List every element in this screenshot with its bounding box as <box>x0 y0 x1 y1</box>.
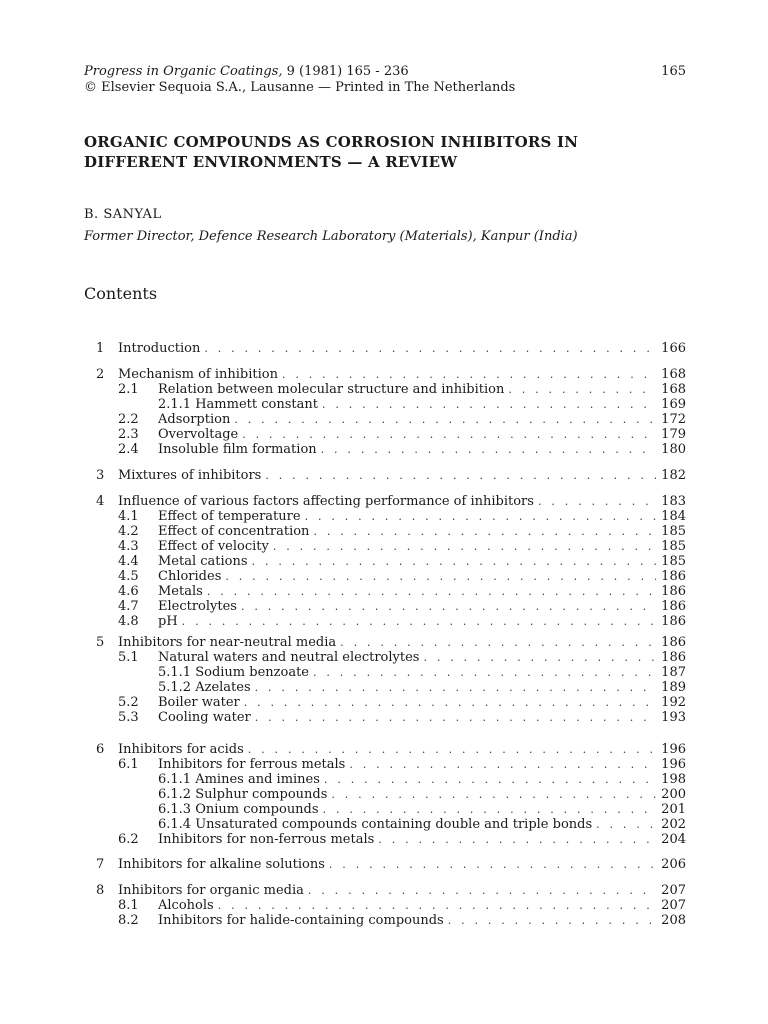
dot-leader <box>305 509 656 524</box>
toc-entry-number: 7 <box>96 857 105 872</box>
toc-entry-number: 2 <box>96 367 105 382</box>
dot-leader <box>322 397 656 412</box>
toc-entry-title: 6.1.3 Onium compounds <box>158 802 319 817</box>
dot-leader <box>244 695 656 710</box>
toc-entry-number: 6 <box>96 742 105 757</box>
toc-entry <box>118 832 686 847</box>
toc-entry-title: 6.1.4 Unsaturated compounds containing double and triple bonds <box>158 817 593 832</box>
toc-entry-number: 8.1 <box>118 898 139 913</box>
toc-entry-title: Inhibitors for non-ferrous metals <box>158 832 375 847</box>
toc-entry-page: 207 <box>661 883 686 898</box>
toc-entry-number: 4.7 <box>118 599 139 614</box>
toc-entry-number: 4.6 <box>118 584 139 599</box>
toc-entry-title: Relation between molecular structure and inhibition <box>158 382 505 397</box>
toc-entry-page: 169 <box>661 397 686 412</box>
toc-entry-number: 5.2 <box>118 695 139 710</box>
toc-entry <box>118 412 686 427</box>
dot-leader <box>313 665 656 680</box>
toc-entry-page: 186 <box>661 599 686 614</box>
toc-entry <box>118 554 686 569</box>
article-title <box>84 132 578 172</box>
toc-entry-title: Metal cations <box>158 554 248 569</box>
toc-entry <box>158 817 686 832</box>
dot-leader <box>340 635 656 650</box>
toc-entry-title: Mixtures of inhibitors <box>118 468 262 483</box>
toc-entry <box>118 382 686 397</box>
toc-entry-title: Inhibitors for acids <box>118 742 244 757</box>
toc-entry-number: 8 <box>96 883 105 898</box>
journal-header <box>84 64 686 96</box>
toc-entry-page: 172 <box>661 412 686 427</box>
toc-entry <box>118 757 686 772</box>
toc-entry-title: Mechanism of inhibition <box>118 367 278 382</box>
dot-leader <box>538 494 656 509</box>
toc-entry-title: Electrolytes <box>158 599 237 614</box>
toc-entry-number: 2.1 <box>118 382 139 397</box>
toc-entry-number: 6.2 <box>118 832 139 847</box>
toc-entry-page: 187 <box>661 665 686 680</box>
contents-heading: Contents <box>84 284 158 303</box>
toc-entry-page: 186 <box>661 584 686 599</box>
dot-leader <box>242 427 656 442</box>
author-affiliation: Former Director, Defence Research Laboratory (Materials), Kanpur (India) <box>84 229 578 244</box>
toc-entry-title: 6.1.2 Sulphur compounds <box>158 787 328 802</box>
dot-leader <box>378 832 656 847</box>
toc-entry <box>118 898 686 913</box>
dot-leader <box>508 382 656 397</box>
toc-entry-title: Boiler water <box>158 695 240 710</box>
dot-leader <box>234 412 656 427</box>
toc-entry-number: 4.4 <box>118 554 139 569</box>
toc-entry <box>118 710 686 725</box>
dot-leader <box>423 650 656 665</box>
dot-leader <box>273 539 656 554</box>
toc-entry-page: 184 <box>661 509 686 524</box>
toc-entry <box>158 772 686 787</box>
dot-leader <box>225 569 656 584</box>
toc-entry-number: 4 <box>96 494 105 509</box>
toc-entry <box>118 614 686 629</box>
toc-entry-title: 5.1.1 Sodium benzoate <box>158 665 309 680</box>
dot-leader <box>308 883 656 898</box>
toc-entry-title: Cooling water <box>158 710 251 725</box>
toc-entry <box>118 584 686 599</box>
toc-entry-page: 189 <box>661 680 686 695</box>
toc-entry-number: 4.2 <box>118 524 139 539</box>
toc-entry <box>96 367 686 382</box>
toc-entry <box>96 494 686 509</box>
toc-entry-page: 207 <box>661 898 686 913</box>
toc-entry-number: 8.2 <box>118 913 139 928</box>
toc-entry-number: 2.2 <box>118 412 139 427</box>
toc-entry <box>118 509 686 524</box>
journal-citation <box>84 64 686 80</box>
dot-leader <box>207 584 656 599</box>
toc-entry <box>96 635 686 650</box>
toc-entry-title: Inhibitors for ferrous metals <box>158 757 346 772</box>
toc-entry-title: Inhibitors for alkaline solutions <box>118 857 325 872</box>
toc-entry-number: 5 <box>96 635 105 650</box>
toc-entry-title: Chlorides <box>158 569 222 584</box>
toc-entry-title: Influence of various factors affecting performance of inhibitors <box>118 494 534 509</box>
toc-entry <box>118 913 686 928</box>
toc-entry-title: Introduction <box>118 341 201 356</box>
toc-entry-title: Natural waters and neutral electrolytes <box>158 650 420 665</box>
toc-entry-page: 198 <box>661 772 686 787</box>
toc-entry <box>158 787 686 802</box>
toc-entry <box>158 397 686 412</box>
toc-entry-page: 186 <box>661 569 686 584</box>
dot-leader <box>265 468 656 483</box>
dot-leader <box>248 742 656 757</box>
toc-entry-page: 186 <box>661 614 686 629</box>
dot-leader <box>204 341 656 356</box>
toc-entry-number: 5.1 <box>118 650 139 665</box>
dot-leader <box>448 913 656 928</box>
toc-entry <box>118 539 686 554</box>
dot-leader <box>255 710 656 725</box>
page-number: 165 <box>661 64 686 79</box>
toc-entry-number: 4.5 <box>118 569 139 584</box>
toc-entry <box>158 665 686 680</box>
toc-entry-page: 202 <box>661 817 686 832</box>
toc-entry-page: 193 <box>661 710 686 725</box>
toc-entry-title: pH <box>158 614 178 629</box>
toc-entry-title: 6.1.1 Amines and imines <box>158 772 320 787</box>
toc-entry <box>118 442 686 457</box>
toc-entry-page: 185 <box>661 554 686 569</box>
toc-entry <box>118 695 686 710</box>
toc-entry-title: 2.1.1 Hammett constant <box>158 397 318 412</box>
dot-leader <box>323 802 656 817</box>
toc-entry-page: 204 <box>661 832 686 847</box>
toc-entry <box>118 427 686 442</box>
toc-entry-title: Inhibitors for organic media <box>118 883 304 898</box>
publisher-line: © Elsevier Sequoia S.A., Lausanne — Printed in The Netherlands <box>84 80 516 95</box>
toc-entry-number: 4.3 <box>118 539 139 554</box>
dot-leader <box>329 857 656 872</box>
dot-leader <box>324 772 656 787</box>
toc-entry <box>118 524 686 539</box>
toc-entry-page: 182 <box>661 468 686 483</box>
toc-entry <box>118 650 686 665</box>
toc-entry-page: 180 <box>661 442 686 457</box>
toc-entry <box>96 883 686 898</box>
toc-entry-page: 206 <box>661 857 686 872</box>
dot-leader <box>321 442 656 457</box>
dot-leader <box>241 599 656 614</box>
dot-leader <box>255 680 656 695</box>
toc-entry-page: 200 <box>661 787 686 802</box>
dot-leader <box>182 614 656 629</box>
toc-entry-page: 185 <box>661 539 686 554</box>
toc-entry-title: Inhibitors for near-neutral media <box>118 635 337 650</box>
toc-entry-number: 2.3 <box>118 427 139 442</box>
toc-entry-title: Effect of temperature <box>158 509 301 524</box>
toc-entry <box>118 569 686 584</box>
toc-entry-number: 6.1 <box>118 757 139 772</box>
toc-entry-title: Overvoltage <box>158 427 239 442</box>
toc-entry-title: Inhibitors for halide-containing compounds <box>158 913 444 928</box>
toc-entry-page: 196 <box>661 757 686 772</box>
toc-entry-number: 4.1 <box>118 509 139 524</box>
dot-leader <box>282 367 656 382</box>
dot-leader <box>218 898 656 913</box>
toc-entry-title: Effect of velocity <box>158 539 269 554</box>
dot-leader <box>252 554 656 569</box>
toc-entry-page: 168 <box>661 382 686 397</box>
toc-entry <box>118 599 686 614</box>
dot-leader <box>596 817 656 832</box>
toc-entry-page: 183 <box>661 494 686 509</box>
toc-entry <box>96 468 686 483</box>
toc-entry <box>96 742 686 757</box>
dot-leader <box>349 757 656 772</box>
toc-entry-number: 5.3 <box>118 710 139 725</box>
toc-entry-title: Insoluble film formation <box>158 442 317 457</box>
journal-name: Progress in Organic Coatings, <box>84 64 283 79</box>
toc-entry-page: 186 <box>661 635 686 650</box>
toc-entry-title: Adsorption <box>158 412 231 427</box>
toc-entry-title: Effect of concentration <box>158 524 310 539</box>
toc-entry-page: 196 <box>661 742 686 757</box>
toc-entry <box>96 341 686 356</box>
toc-entry-page: 201 <box>661 802 686 817</box>
toc-entry-number: 4.8 <box>118 614 139 629</box>
toc-entry-page: 208 <box>661 913 686 928</box>
author-name: B. SANYAL <box>84 207 162 222</box>
journal-issue: 9 (1981) 165 - 236 <box>286 64 409 79</box>
toc-entry-page: 179 <box>661 427 686 442</box>
toc-entry <box>96 857 686 872</box>
dot-leader <box>331 787 656 802</box>
toc-entry-number: 2.4 <box>118 442 139 457</box>
toc-entry <box>158 802 686 817</box>
toc-entry-title: Metals <box>158 584 203 599</box>
toc-entry-page: 192 <box>661 695 686 710</box>
toc-entry-title: Alcohols <box>158 898 214 913</box>
article-title-line-1: ORGANIC COMPOUNDS AS CORROSION INHIBITORS IN <box>84 133 579 151</box>
toc-entry-title: 5.1.2 Azelates <box>158 680 251 695</box>
article-title-line-2: DIFFERENT ENVIRONMENTS — A REVIEW <box>84 153 458 171</box>
toc-entry-page: 186 <box>661 650 686 665</box>
toc-entry-page: 185 <box>661 524 686 539</box>
toc-entry <box>158 680 686 695</box>
toc-entry-number: 3 <box>96 468 105 483</box>
toc-entry-page: 166 <box>661 341 686 356</box>
toc-entry-number: 1 <box>96 341 105 356</box>
toc-entry-page: 168 <box>661 367 686 382</box>
dot-leader <box>313 524 656 539</box>
